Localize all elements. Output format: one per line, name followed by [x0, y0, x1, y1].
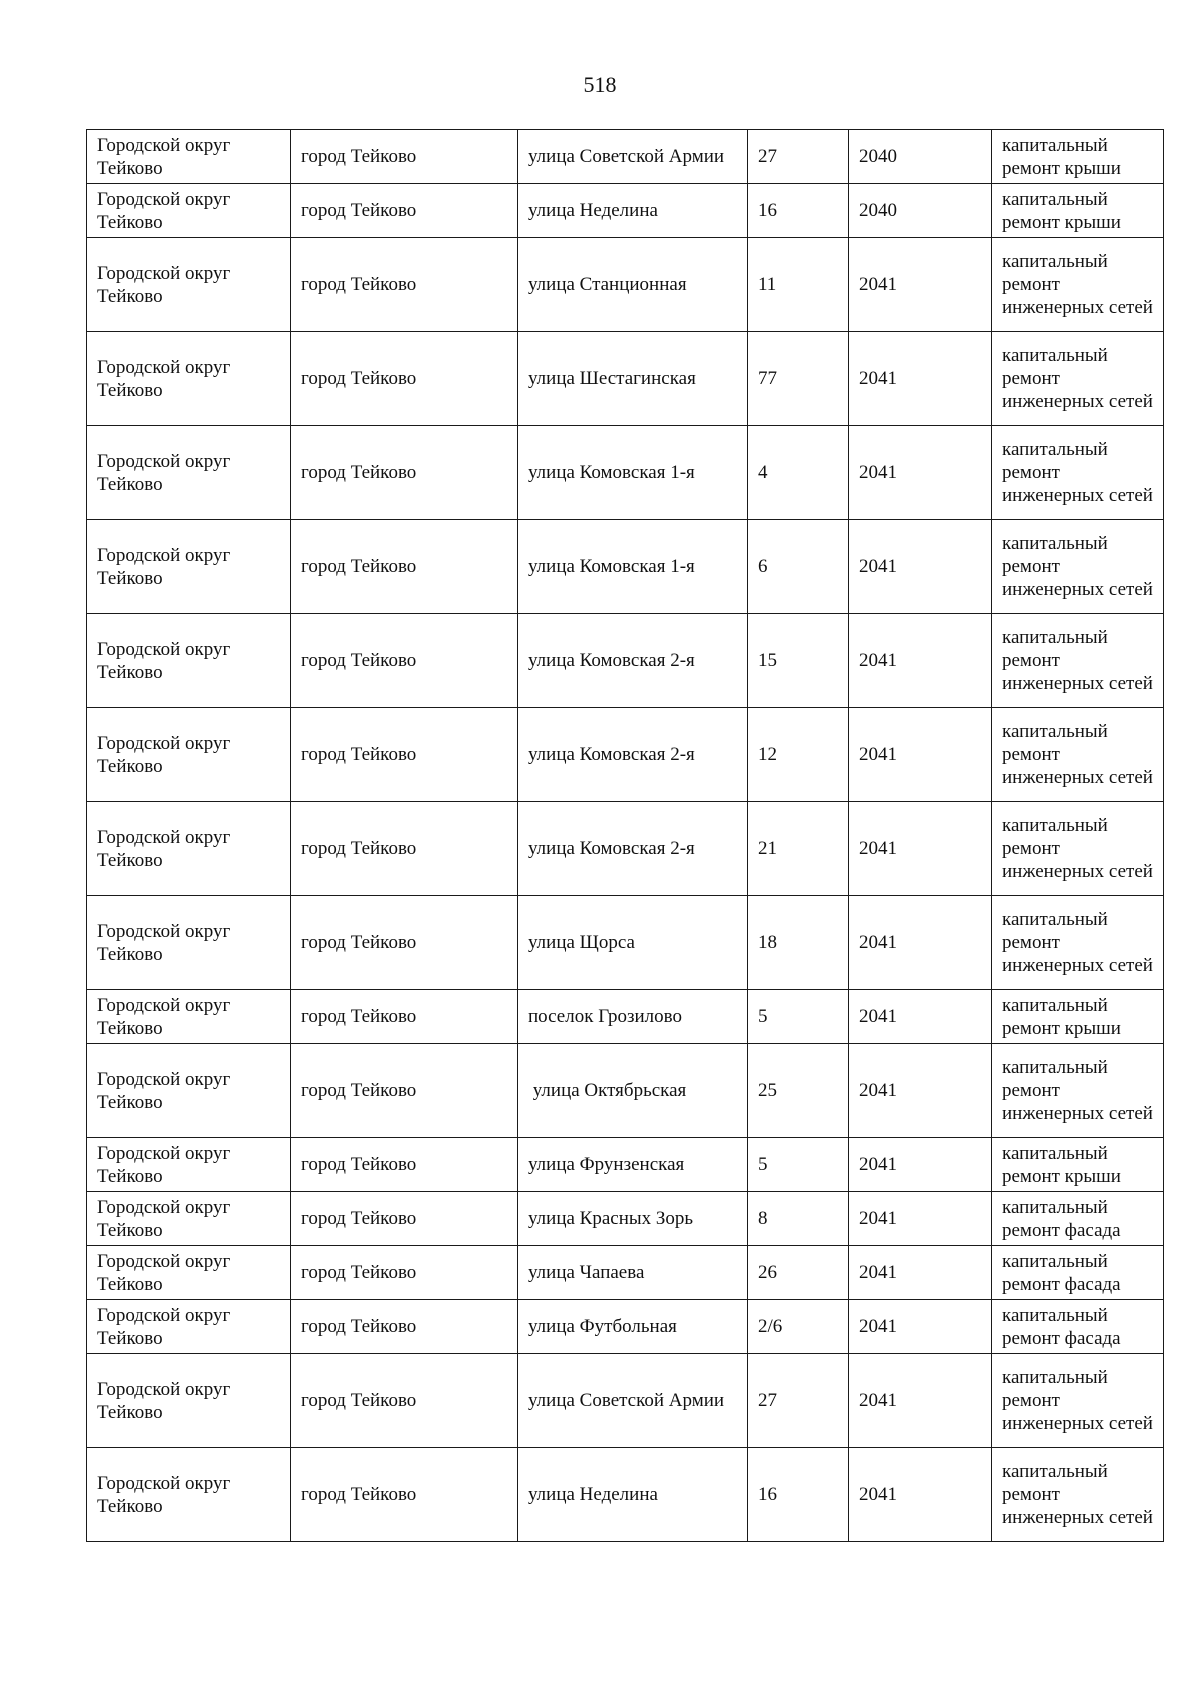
year-cell: 2041 — [849, 990, 992, 1044]
table-row — [87, 1354, 1164, 1448]
settlement-cell: город Тейково — [291, 1192, 518, 1246]
district-cell: Городской округ Тейково — [87, 426, 291, 520]
house-number-cell: 5 — [748, 1138, 849, 1192]
district-cell: Городской округ Тейково — [87, 1044, 291, 1138]
district-cell: Городской округ Тейково — [87, 1354, 291, 1448]
house-number-cell: 26 — [748, 1246, 849, 1300]
district-cell: Городской округ Тейково — [87, 802, 291, 896]
street-cell: улица Комовская 2-я — [518, 614, 748, 708]
street-cell: улица Комовская 1-я — [518, 426, 748, 520]
table-row — [87, 614, 1164, 708]
street-cell: улица Фрунзенская — [518, 1138, 748, 1192]
settlement-cell: город Тейково — [291, 802, 518, 896]
work-type-cell: капитальный ремонт инженерных сетей — [992, 802, 1164, 896]
table-row — [87, 238, 1164, 332]
work-type-cell: капитальный ремонт крыши — [992, 130, 1164, 184]
work-type-cell: капитальный ремонт крыши — [992, 184, 1164, 238]
district-cell: Городской округ Тейково — [87, 708, 291, 802]
table-row — [87, 130, 1164, 184]
year-cell: 2041 — [849, 520, 992, 614]
table-row — [87, 332, 1164, 426]
house-number-cell: 6 — [748, 520, 849, 614]
house-number-cell: 12 — [748, 708, 849, 802]
house-number-cell: 25 — [748, 1044, 849, 1138]
table-row — [87, 426, 1164, 520]
table-row — [87, 184, 1164, 238]
house-number-cell: 11 — [748, 238, 849, 332]
district-cell: Городской округ Тейково — [87, 520, 291, 614]
work-type-cell: капитальный ремонт инженерных сетей — [992, 1448, 1164, 1542]
year-cell: 2041 — [849, 1300, 992, 1354]
settlement-cell: город Тейково — [291, 332, 518, 426]
year-cell: 2041 — [849, 802, 992, 896]
work-type-cell: капитальный ремонт фасада — [992, 1246, 1164, 1300]
year-cell: 2041 — [849, 1192, 992, 1246]
table-row — [87, 520, 1164, 614]
table-row — [87, 990, 1164, 1044]
district-cell: Городской округ Тейково — [87, 896, 291, 990]
work-type-cell: капитальный ремонт инженерных сетей — [992, 238, 1164, 332]
house-number-cell: 16 — [748, 184, 849, 238]
table-row — [87, 1246, 1164, 1300]
settlement-cell: город Тейково — [291, 896, 518, 990]
district-cell: Городской округ Тейково — [87, 238, 291, 332]
settlement-cell: город Тейково — [291, 130, 518, 184]
street-cell: улица Комовская 2-я — [518, 708, 748, 802]
table-row — [87, 1448, 1164, 1542]
street-cell: улица Щорса — [518, 896, 748, 990]
work-type-cell: капитальный ремонт инженерных сетей — [992, 1044, 1164, 1138]
street-cell: поселок Грозилово — [518, 990, 748, 1044]
year-cell: 2041 — [849, 1246, 992, 1300]
street-cell: улица Чапаева — [518, 1246, 748, 1300]
district-cell: Городской округ Тейково — [87, 184, 291, 238]
year-cell: 2041 — [849, 614, 992, 708]
settlement-cell: город Тейково — [291, 1138, 518, 1192]
house-number-cell: 16 — [748, 1448, 849, 1542]
work-type-cell: капитальный ремонт инженерных сетей — [992, 896, 1164, 990]
district-cell: Городской округ Тейково — [87, 1300, 291, 1354]
street-cell: улица Советской Армии — [518, 130, 748, 184]
street-cell: улица Советской Армии — [518, 1354, 748, 1448]
district-cell: Городской округ Тейково — [87, 1246, 291, 1300]
house-number-cell: 5 — [748, 990, 849, 1044]
house-number-cell: 77 — [748, 332, 849, 426]
street-cell: улица Футбольная — [518, 1300, 748, 1354]
work-type-cell: капитальный ремонт инженерных сетей — [992, 426, 1164, 520]
year-cell: 2041 — [849, 426, 992, 520]
street-cell: улица Комовская 2-я — [518, 802, 748, 896]
year-cell: 2041 — [849, 1448, 992, 1542]
settlement-cell: город Тейково — [291, 1354, 518, 1448]
work-type-cell: капитальный ремонт крыши — [992, 1138, 1164, 1192]
house-number-cell: 27 — [748, 130, 849, 184]
house-number-cell: 8 — [748, 1192, 849, 1246]
district-cell: Городской округ Тейково — [87, 990, 291, 1044]
settlement-cell: город Тейково — [291, 1044, 518, 1138]
district-cell: Городской округ Тейково — [87, 1138, 291, 1192]
district-cell: Городской округ Тейково — [87, 130, 291, 184]
street-cell: улица Станционная — [518, 238, 748, 332]
street-cell: улица Неделина — [518, 184, 748, 238]
work-type-cell: капитальный ремонт крыши — [992, 990, 1164, 1044]
page-number: 518 — [583, 72, 617, 97]
settlement-cell: город Тейково — [291, 1300, 518, 1354]
house-number-cell: 2/6 — [748, 1300, 849, 1354]
settlement-cell: город Тейково — [291, 426, 518, 520]
year-cell: 2041 — [849, 1044, 992, 1138]
street-cell: улица Шестагинская — [518, 332, 748, 426]
house-number-cell: 15 — [748, 614, 849, 708]
street-cell: улица Комовская 1-я — [518, 520, 748, 614]
district-cell: Городской округ Тейково — [87, 1448, 291, 1542]
house-number-cell: 18 — [748, 896, 849, 990]
year-cell: 2041 — [849, 1138, 992, 1192]
house-number-cell: 21 — [748, 802, 849, 896]
settlement-cell: город Тейково — [291, 990, 518, 1044]
year-cell: 2041 — [849, 896, 992, 990]
street-cell: улица Красных Зорь — [518, 1192, 748, 1246]
work-type-cell: капитальный ремонт инженерных сетей — [992, 1354, 1164, 1448]
settlement-cell: город Тейково — [291, 184, 518, 238]
work-type-cell: капитальный ремонт инженерных сетей — [992, 708, 1164, 802]
work-type-cell: капитальный ремонт фасада — [992, 1192, 1164, 1246]
work-type-cell: капитальный ремонт инженерных сетей — [992, 520, 1164, 614]
work-type-cell: капитальный ремонт инженерных сетей — [992, 332, 1164, 426]
repair-schedule-table — [86, 129, 1164, 1542]
house-number-cell: 4 — [748, 426, 849, 520]
work-type-cell: капитальный ремонт фасада — [992, 1300, 1164, 1354]
year-cell: 2041 — [849, 708, 992, 802]
settlement-cell: город Тейково — [291, 614, 518, 708]
table-row — [87, 896, 1164, 990]
year-cell: 2040 — [849, 130, 992, 184]
table-row — [87, 1044, 1164, 1138]
district-cell: Городской округ Тейково — [87, 1192, 291, 1246]
district-cell: Городской округ Тейково — [87, 332, 291, 426]
work-type-cell: капитальный ремонт инженерных сетей — [992, 614, 1164, 708]
settlement-cell: город Тейково — [291, 708, 518, 802]
table-row — [87, 1300, 1164, 1354]
settlement-cell: город Тейково — [291, 238, 518, 332]
district-cell: Городской округ Тейково — [87, 614, 291, 708]
street-cell: улица Неделина — [518, 1448, 748, 1542]
house-number-cell: 27 — [748, 1354, 849, 1448]
table-row — [87, 802, 1164, 896]
year-cell: 2040 — [849, 184, 992, 238]
table-row — [87, 1192, 1164, 1246]
year-cell: 2041 — [849, 238, 992, 332]
settlement-cell: город Тейково — [291, 1448, 518, 1542]
year-cell: 2041 — [849, 332, 992, 426]
street-cell: улица Октябрьская — [518, 1044, 748, 1138]
settlement-cell: город Тейково — [291, 1246, 518, 1300]
table-row — [87, 708, 1164, 802]
table-row — [87, 1138, 1164, 1192]
settlement-cell: город Тейково — [291, 520, 518, 614]
year-cell: 2041 — [849, 1354, 992, 1448]
